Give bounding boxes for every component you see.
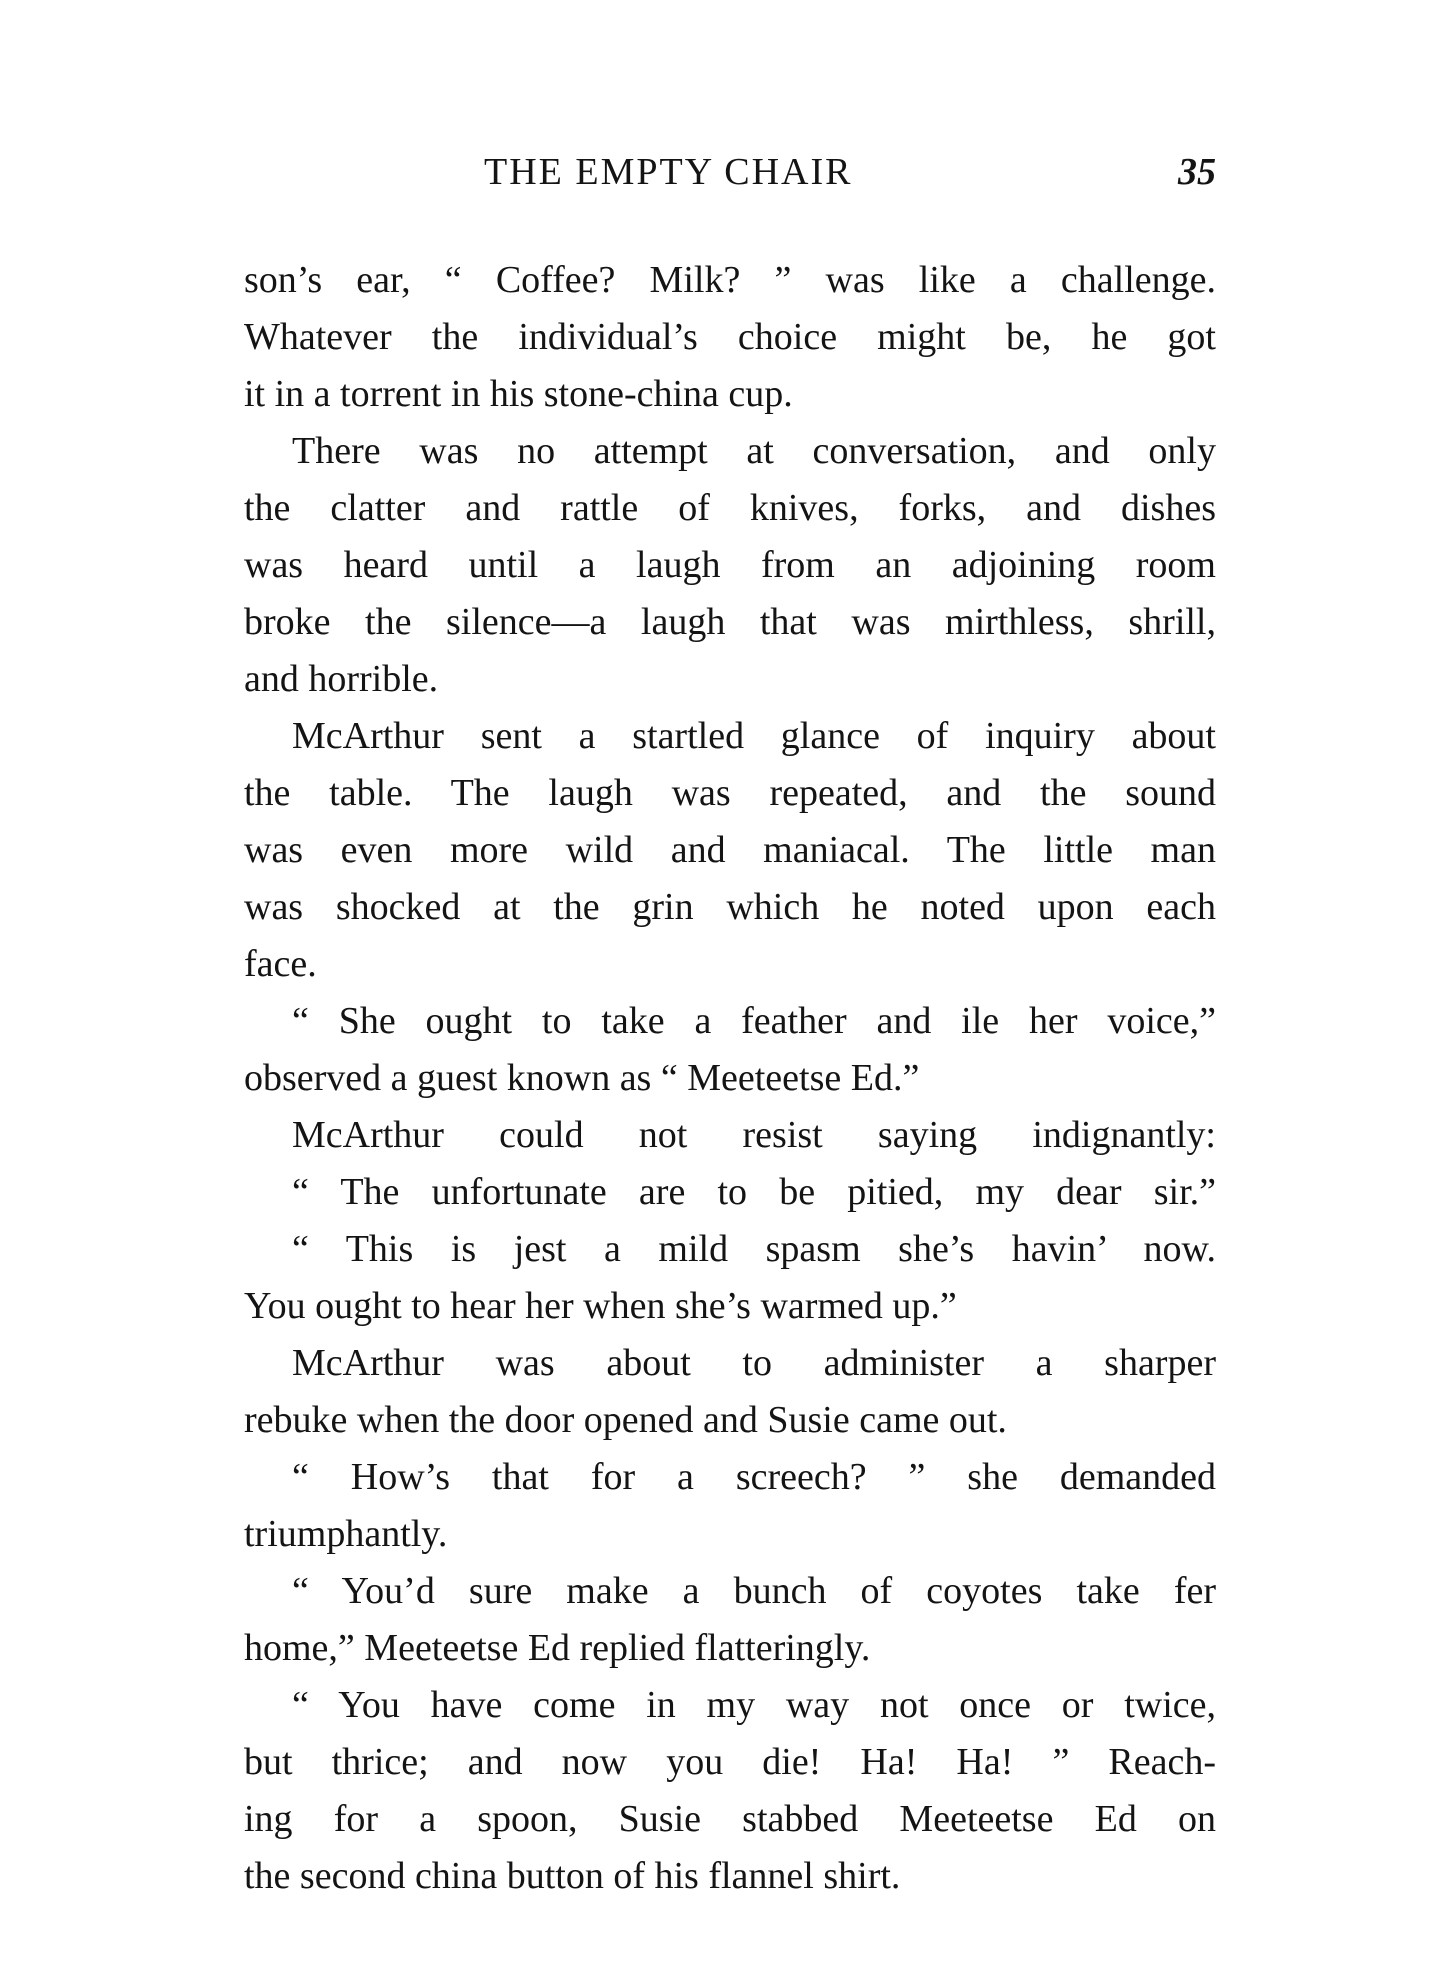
text-line: McArthur could not resist saying indignantly:	[292, 1114, 1216, 1156]
running-title: THE EMPTY CHAIR	[484, 151, 853, 193]
text-line: it in a torrent in his stone-china cup.	[244, 373, 793, 415]
body-text	[244, 252, 1216, 1905]
text-line: rebuke when the door opened and Susie came out.	[244, 1399, 1007, 1441]
text-line: “ She ought to take a feather and ile her voice,”	[292, 1000, 1216, 1042]
text-line: face.	[244, 943, 317, 985]
text-line: “ You have come in my way not once or twice,	[292, 1684, 1216, 1726]
text-line: and horrible.	[244, 658, 439, 700]
text-line: “ How’s that for a screech? ” she demanded	[292, 1456, 1216, 1498]
text-line: son’s ear, “ Coffee? Milk? ” was like a challenge.	[244, 259, 1216, 301]
text-line: broke the silence—a laugh that was mirthless, shrill,	[244, 601, 1216, 643]
page-header	[244, 150, 1216, 210]
text-line: “ This is jest a mild spasm she’s havin’ now.	[292, 1228, 1216, 1270]
text-line: observed a guest known as “ Meeteetse Ed.”	[244, 1057, 920, 1099]
text-line: was even more wild and maniacal. The little man	[244, 829, 1216, 871]
text-line: was shocked at the grin which he noted upon each	[244, 886, 1216, 928]
text-line: home,” Meeteetse Ed replied flatteringly.	[244, 1627, 871, 1669]
text-line: There was no attempt at conversation, and only	[292, 430, 1216, 472]
text-line: ing for a spoon, Susie stabbed Meeteetse Ed on	[244, 1798, 1216, 1840]
text-line: McArthur was about to administer a sharper	[292, 1342, 1216, 1384]
text-line: the clatter and rattle of knives, forks, and dishes	[244, 487, 1216, 529]
text-line: triumphantly.	[244, 1513, 448, 1555]
text-line: “ You’d sure make a bunch of coyotes take fer	[292, 1570, 1216, 1612]
text-line: Whatever the individual’s choice might be, he got	[244, 316, 1216, 358]
text-line: the second china button of his flannel shirt.	[244, 1855, 901, 1897]
text-line: McArthur sent a startled glance of inquiry about	[292, 715, 1216, 757]
text-line: You ought to hear her when she’s warmed up.”	[244, 1285, 957, 1327]
text-line: but thrice; and now you die! Ha! Ha! ” Reach-	[244, 1741, 1216, 1783]
text-line: “ The unfortunate are to be pitied, my dear sir.”	[292, 1171, 1216, 1213]
page-number: 35	[1178, 151, 1216, 193]
text-line: the table. The laugh was repeated, and the sound	[244, 772, 1216, 814]
text-line: was heard until a laugh from an adjoining room	[244, 544, 1216, 586]
